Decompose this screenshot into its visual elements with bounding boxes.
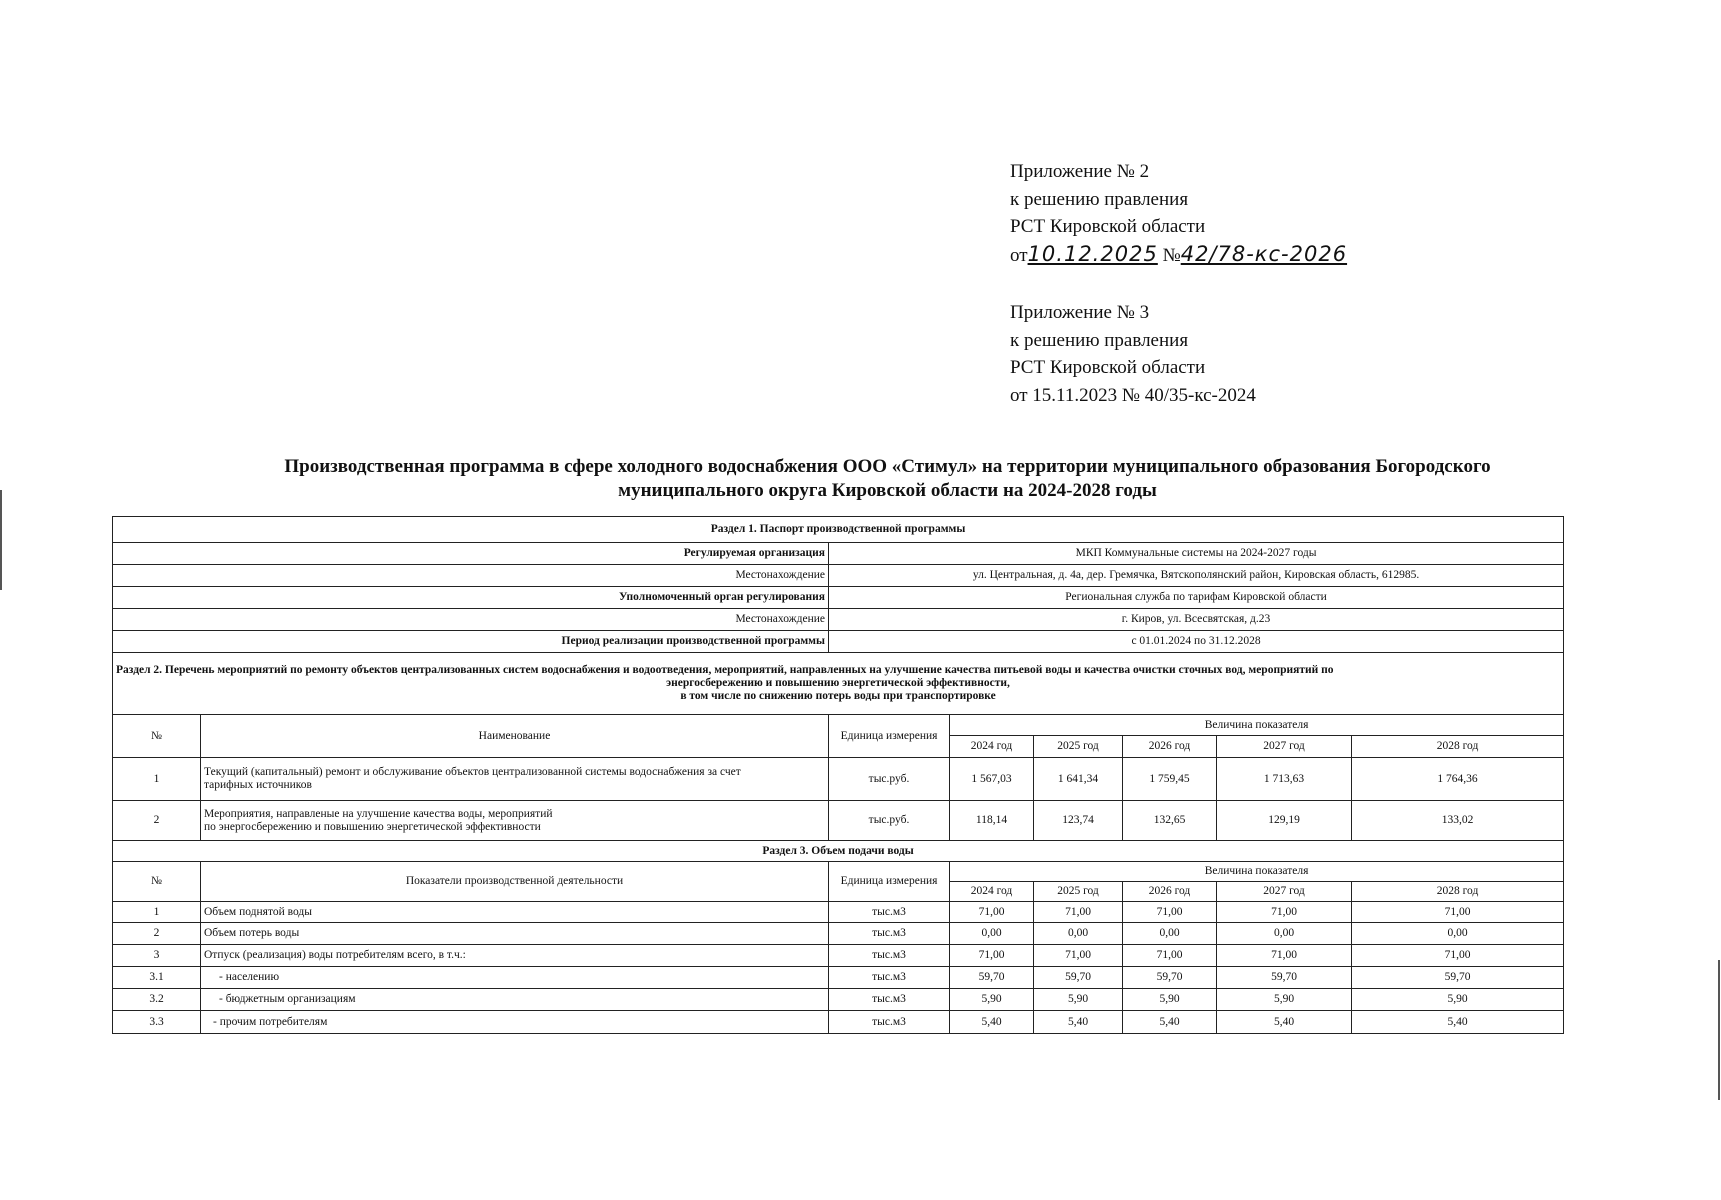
table-row bbox=[113, 1011, 1564, 1034]
appendix-3-block bbox=[1010, 299, 1256, 409]
passport-label: Местонахождение bbox=[113, 565, 829, 587]
row-value: 5,40 bbox=[1352, 1011, 1564, 1034]
col-indicators-header: Показатели производственной деятельности bbox=[201, 862, 829, 902]
row-name: - бюджетным организациям bbox=[201, 989, 829, 1011]
section-3-header-row bbox=[113, 841, 1564, 862]
row-unit: тыс.м3 bbox=[829, 1011, 950, 1034]
appendix-2-title: Приложение № 2 bbox=[1010, 161, 1150, 182]
handwritten-number: 42/78-кс-2026 bbox=[1180, 241, 1348, 266]
year-header: 2028 год bbox=[1352, 736, 1564, 758]
row-name: Отпуск (реализация) воды потребителям всего, в т.ч.: bbox=[201, 945, 829, 967]
row-value: 5,90 bbox=[1123, 989, 1217, 1011]
row-name bbox=[201, 801, 829, 841]
row-value: 5,90 bbox=[1034, 989, 1123, 1011]
row-unit: тыс.м3 bbox=[829, 902, 950, 923]
row-number: 1 bbox=[113, 758, 201, 801]
row-value: 71,00 bbox=[1352, 945, 1564, 967]
row-value: 71,00 bbox=[950, 945, 1034, 967]
section-2-column-header-row bbox=[113, 715, 1564, 736]
row-value: 0,00 bbox=[1034, 923, 1123, 945]
section-1-header-row bbox=[113, 517, 1564, 543]
row-value: 123,74 bbox=[1034, 801, 1123, 841]
row-value: 129,19 bbox=[1217, 801, 1352, 841]
passport-row bbox=[113, 565, 1564, 587]
row-name: Объем потерь воды bbox=[201, 923, 829, 945]
row-number: 3.3 bbox=[113, 1011, 201, 1034]
row-value: 5,40 bbox=[1034, 1011, 1123, 1034]
appendix-2-authority: РСТ Кировской области bbox=[1010, 216, 1206, 237]
row-value: 0,00 bbox=[1217, 923, 1352, 945]
row-value: 1 759,45 bbox=[1123, 758, 1217, 801]
appendix-3-decision: к решению правления bbox=[1010, 329, 1189, 351]
row-value: 5,90 bbox=[950, 989, 1034, 1011]
year-header: 2026 год bbox=[1123, 882, 1217, 902]
row-value: 5,40 bbox=[1123, 1011, 1217, 1034]
row-value: 71,00 bbox=[1123, 945, 1217, 967]
row-value: 59,70 bbox=[950, 967, 1034, 989]
row-value: 71,00 bbox=[1034, 902, 1123, 923]
col-unit-header: Единица измерения bbox=[829, 715, 950, 758]
section-3-column-header-row bbox=[113, 862, 1564, 882]
row-value: 5,90 bbox=[1217, 989, 1352, 1011]
row-value: 1 567,03 bbox=[950, 758, 1034, 801]
year-header: 2027 год bbox=[1217, 736, 1352, 758]
row-number: 2 bbox=[113, 923, 201, 945]
passport-value: с 01.01.2024 по 31.12.2028 bbox=[829, 631, 1564, 653]
table-row bbox=[113, 801, 1564, 841]
row-number: 2 bbox=[113, 801, 201, 841]
passport-label: Местонахождение bbox=[113, 609, 829, 631]
row-unit: тыс.м3 bbox=[829, 945, 950, 967]
passport-label: Период реализации производственной программы bbox=[113, 631, 829, 653]
document-title-line-1: Производственная программа в сфере холодного водоснабжения ООО «Стимул» на территории муниципального образования Богородского bbox=[284, 456, 1491, 477]
production-program-table bbox=[112, 516, 1564, 1034]
row-value: 5,40 bbox=[950, 1011, 1034, 1034]
row-value: 71,00 bbox=[950, 902, 1034, 923]
handwritten-date: 10.12.2025 bbox=[1027, 241, 1158, 266]
passport-value: МКП Коммунальные системы на 2024-2027 годы bbox=[829, 543, 1564, 565]
row-value: 1 713,63 bbox=[1217, 758, 1352, 801]
year-header: 2027 год bbox=[1217, 882, 1352, 902]
passport-value: г. Киров, ул. Всесвятская, д.23 bbox=[829, 609, 1564, 631]
year-header: 2024 год bbox=[950, 736, 1034, 758]
row-unit: тыс.руб. bbox=[829, 801, 950, 841]
row-value: 0,00 bbox=[1123, 923, 1217, 945]
row-name: - прочим потребителям bbox=[201, 1011, 829, 1034]
table-row bbox=[113, 758, 1564, 801]
row-name-line-1: Мероприятия, направленые на улучшение качества воды, мероприятий bbox=[204, 807, 553, 820]
year-header: 2028 год bbox=[1352, 882, 1564, 902]
section-3-header: Раздел 3. Объем подачи воды bbox=[113, 841, 1564, 862]
section-1-header: Раздел 1. Паспорт производственной программы bbox=[113, 517, 1564, 543]
row-value: 5,40 bbox=[1217, 1011, 1352, 1034]
passport-label: Регулируемая организация bbox=[113, 543, 829, 565]
passport-row bbox=[113, 587, 1564, 609]
passport-label: Уполномоченный орган регулирования bbox=[113, 587, 829, 609]
row-number: 1 bbox=[113, 902, 201, 923]
row-name: Объем поднятой воды bbox=[201, 902, 829, 923]
row-value: 71,00 bbox=[1352, 902, 1564, 923]
row-value: 71,00 bbox=[1217, 945, 1352, 967]
section-2-header-line-3: в том числе по снижению потерь воды при транспортировке bbox=[680, 690, 996, 702]
row-value: 71,00 bbox=[1123, 902, 1217, 923]
appendix-2-block bbox=[1010, 158, 1347, 269]
table-row bbox=[113, 945, 1564, 967]
col-value-header: Величина показателя bbox=[950, 715, 1564, 736]
row-value: 59,70 bbox=[1217, 967, 1352, 989]
row-value: 1 764,36 bbox=[1352, 758, 1564, 801]
passport-value: Региональная служба по тарифам Кировской области bbox=[829, 587, 1564, 609]
year-header: 2026 год bbox=[1123, 736, 1217, 758]
section-2-header bbox=[113, 653, 1564, 715]
row-value: 0,00 bbox=[950, 923, 1034, 945]
passport-row bbox=[113, 631, 1564, 653]
document-title-line-2: муниципального округа Кировской области на 2024-2028 годы bbox=[618, 480, 1157, 501]
row-name-line-2: по энергосбережению и повышению энергетической эффективности bbox=[204, 820, 541, 833]
row-value: 71,00 bbox=[1034, 945, 1123, 967]
row-value: 59,70 bbox=[1352, 967, 1564, 989]
col-unit-header: Единица измерения bbox=[829, 862, 950, 902]
row-value: 1 641,34 bbox=[1034, 758, 1123, 801]
year-header: 2025 год bbox=[1034, 736, 1123, 758]
row-value: 132,65 bbox=[1123, 801, 1217, 841]
table-row bbox=[113, 989, 1564, 1011]
row-name-line-1: Текущий (капитальный) ремонт и обслуживание объектов централизованной системы водоснабжения за счет bbox=[204, 766, 741, 778]
row-value: 59,70 bbox=[1123, 967, 1217, 989]
row-name bbox=[201, 758, 829, 801]
row-value: 118,14 bbox=[950, 801, 1034, 841]
row-number: 3.2 bbox=[113, 989, 201, 1011]
row-value: 133,02 bbox=[1352, 801, 1564, 841]
row-name: - населению bbox=[201, 967, 829, 989]
row-unit: тыс.руб. bbox=[829, 758, 950, 801]
row-unit: тыс.м3 bbox=[829, 923, 950, 945]
row-unit: тыс.м3 bbox=[829, 989, 950, 1011]
row-value: 71,00 bbox=[1217, 902, 1352, 923]
section-2-header-line-2: энергосбережению и повышению энергетической эффективности, bbox=[666, 677, 1010, 689]
section-2-header-line-1: Раздел 2. Перечень мероприятий по ремонту объектов централизованных систем водоснабжения и водоотведения, мероприятий, направленных на улучшение качества питьевой воды и качества очистки сточных вод, мероприятий по bbox=[116, 664, 1334, 676]
year-header: 2025 год bbox=[1034, 882, 1123, 902]
appendix-3-title: Приложение № 3 bbox=[1010, 302, 1150, 323]
year-header: 2024 год bbox=[950, 882, 1034, 902]
appendix-2-from-prefix: от bbox=[1010, 244, 1028, 266]
row-value: 0,00 bbox=[1352, 923, 1564, 945]
col-name-header: Наименование bbox=[201, 715, 829, 758]
passport-value: ул. Центральная, д. 4а, дер. Гремячка, Вятскополянский район, Кировская область, 612985. bbox=[829, 565, 1564, 587]
appendix-3-authority: РСТ Кировской области bbox=[1010, 357, 1206, 378]
col-num-header: № bbox=[113, 715, 201, 758]
col-num-header: № bbox=[113, 862, 201, 902]
table-row bbox=[113, 902, 1564, 923]
appendix-2-date-number bbox=[1010, 241, 1347, 270]
passport-row bbox=[113, 609, 1564, 631]
appendix-2-number-prefix: № bbox=[1162, 244, 1181, 266]
section-2-header-row bbox=[113, 653, 1564, 715]
row-unit: тыс.м3 bbox=[829, 967, 950, 989]
document-title bbox=[110, 455, 1665, 503]
table-row bbox=[113, 923, 1564, 945]
row-value: 5,90 bbox=[1352, 989, 1564, 1011]
row-number: 3.1 bbox=[113, 967, 201, 989]
table-row bbox=[113, 967, 1564, 989]
appendix-3-date-number: от 15.11.2023 № 40/35-кс-2024 bbox=[1010, 384, 1256, 406]
scan-edge-mark-left bbox=[0, 490, 2, 590]
appendix-2-decision: к решению правления bbox=[1010, 188, 1189, 210]
scan-edge-mark-right bbox=[1718, 960, 1720, 1100]
passport-row bbox=[113, 543, 1564, 565]
row-value: 59,70 bbox=[1034, 967, 1123, 989]
col-value-header: Величина показателя bbox=[950, 862, 1564, 882]
row-number: 3 bbox=[113, 945, 201, 967]
row-name-line-2: тарифных источников bbox=[204, 779, 312, 791]
